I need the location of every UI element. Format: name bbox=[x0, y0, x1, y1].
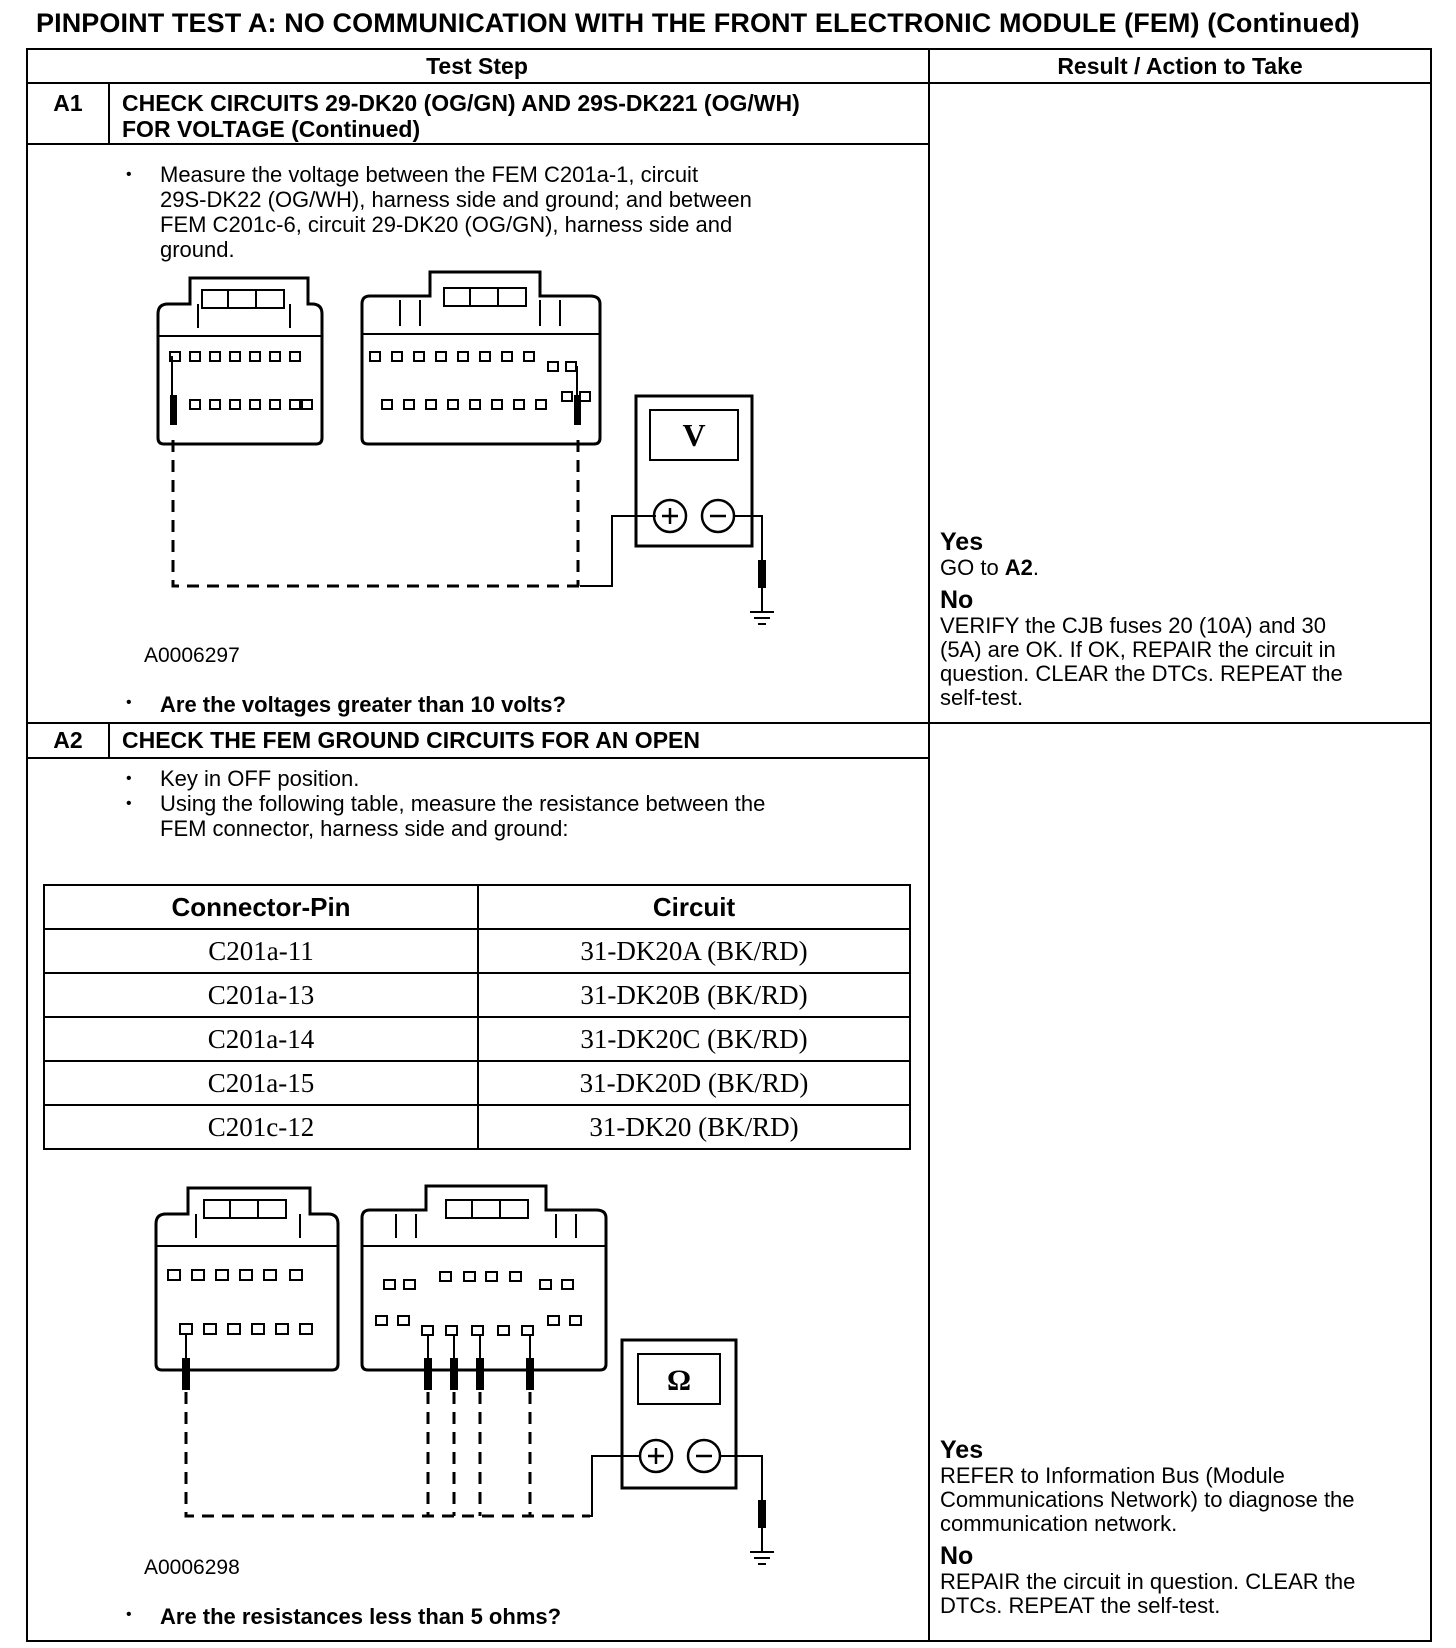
a2-bullet-measure: • Using the following table, measure the resistance between the FEM connector, harness side and ground: bbox=[122, 791, 765, 841]
a2-multimeter bbox=[622, 1340, 736, 1488]
table-row: C201a-13 31-DK20B (BK/RD) bbox=[44, 973, 910, 1017]
table-row: C201a-15 31-DK20D (BK/RD) bbox=[44, 1061, 910, 1105]
a2-c201c-pins-row2 bbox=[376, 1316, 581, 1335]
table-header-connector-pin: Connector-Pin bbox=[44, 885, 478, 929]
a2-c201a-pins-row1 bbox=[168, 1270, 302, 1280]
page-title: PINPOINT TEST A: NO COMMUNICATION WITH THE FRONT ELECTRONIC MODULE (FEM) (Continued) bbox=[36, 8, 1360, 38]
a1-no-text: VERIFY the CJB fuses 20 (10A) and 30 (5A) are OK. If OK, REPAIR the circuit in question. CLEAR the DTCs. REPEAT the self-test. bbox=[940, 613, 1343, 710]
a2-c201a-pins-row2 bbox=[180, 1324, 312, 1334]
a2-no-label: No bbox=[940, 1542, 974, 1570]
a2-step-id: A2 bbox=[53, 727, 83, 753]
a1-meter-symbol: V bbox=[682, 417, 706, 453]
table-row: C201a-11 31-DK20A (BK/RD) bbox=[44, 929, 910, 973]
a1-step-title: CHECK CIRCUITS 29-DK20 (OG/GN) AND 29S-DK221 (OG/WH) FOR VOLTAGE (Continued) bbox=[122, 90, 800, 142]
a2-result bbox=[940, 1436, 1355, 1618]
a2-connector-c201c bbox=[362, 1186, 606, 1370]
a2-question: • Are the resistances less than 5 ohms? bbox=[122, 1604, 561, 1630]
a1-no-label: No bbox=[940, 586, 974, 614]
a2-step-title: CHECK THE FEM GROUND CIRCUITS FOR AN OPEN bbox=[122, 727, 700, 753]
table-row: C201a-14 31-DK20C (BK/RD) bbox=[44, 1017, 910, 1061]
a1-bullet-measure: • Measure the voltage between the FEM C201a-1, circuit 29S-DK22 (OG/WH), harness side and ground; and between FEM C201c-6, circuit 29-DK20 (OG/GN), harness side and ground. bbox=[122, 162, 752, 262]
a2-figure-id: A0006298 bbox=[144, 1556, 240, 1579]
a1-step-id: A1 bbox=[53, 90, 83, 116]
table-header-circuit: Circuit bbox=[478, 885, 910, 929]
a1-question: • Are the voltages greater than 10 volts? bbox=[122, 692, 566, 718]
a1-figure-id: A0006297 bbox=[144, 644, 240, 667]
a1-yes-label: Yes bbox=[940, 528, 984, 556]
ground-icon bbox=[750, 1528, 774, 1564]
header-result: Result / Action to Take bbox=[1057, 53, 1303, 79]
a1-yes-text: GO to A2. bbox=[940, 555, 1040, 580]
a2-no-text: REPAIR the circuit in question. CLEAR the DTCs. REPEAT the self-test. bbox=[940, 1569, 1356, 1618]
a2-yes-label: Yes bbox=[940, 1436, 984, 1464]
table-row: C201c-12 31-DK20 (BK/RD) bbox=[44, 1105, 910, 1149]
a2-meter-symbol: Ω bbox=[666, 1364, 692, 1397]
a2-yes-text: REFER to Information Bus (Module Communications Network) to diagnose the communication network. bbox=[940, 1463, 1355, 1536]
a2-c201c-pins-row1 bbox=[384, 1272, 573, 1289]
header-test-step: Test Step bbox=[426, 53, 528, 79]
a2-bullet-key: • Key in OFF position. bbox=[122, 766, 765, 791]
